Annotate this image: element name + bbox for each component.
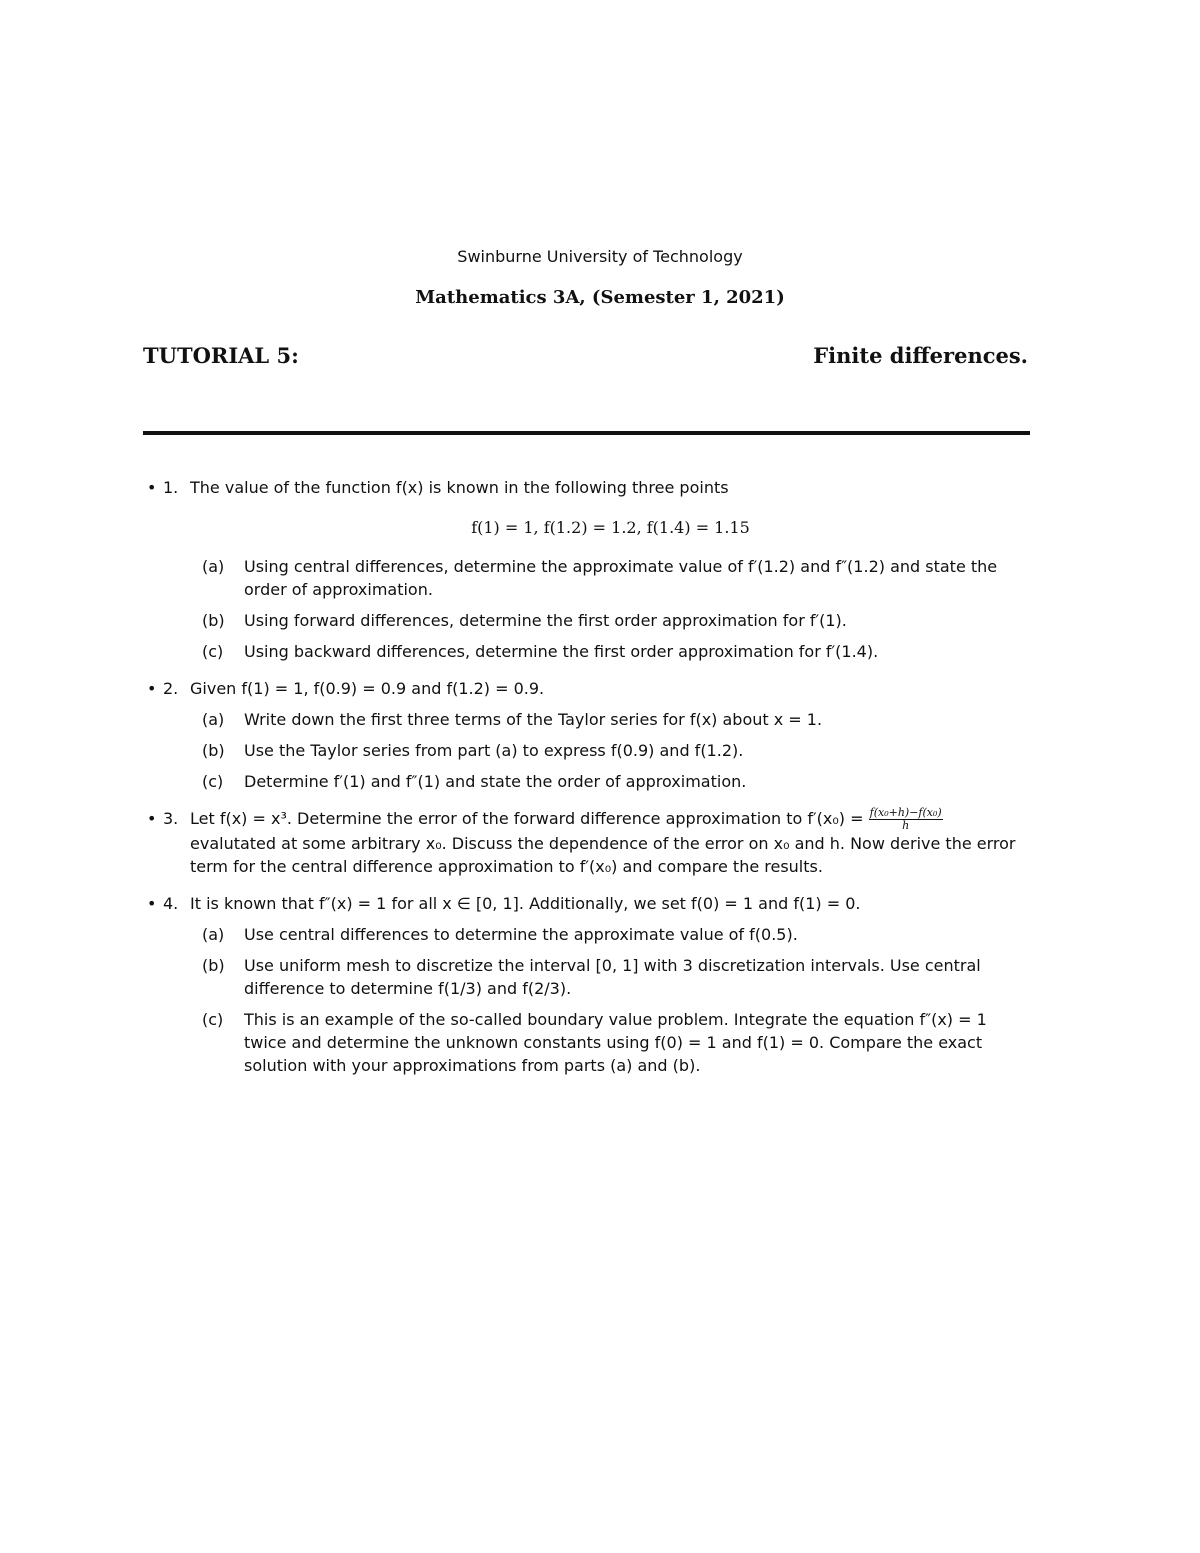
question-3-lead: Let f(x) = x³. Determine the error of the forward difference approximation to f′(x₀) = <box>190 809 864 828</box>
part-text: Using backward differences, determine the first order approximation for f′(1.4). <box>244 642 879 661</box>
question-4-part-a <box>202 923 1031 946</box>
part-text: Use the Taylor series from part (a) to express f(0.9) and f(1.2). <box>244 741 744 760</box>
question-2-part-b <box>202 739 1031 762</box>
part-text: Determine f′(1) and f″(1) and state the order of approximation. <box>244 772 747 791</box>
question-2-part-a <box>202 708 1031 731</box>
part-label: (b) <box>202 741 225 760</box>
question-4-text: It is known that f″(x) = 1 for all x ∈ [0, 1]. Additionally, we set f(0) = 1 and f(1) = 0. <box>190 894 861 913</box>
question-4 <box>143 892 1031 1077</box>
part-label: (b) <box>202 956 225 975</box>
question-2 <box>143 677 1031 793</box>
question-1-display-equation: f(1) = 1, f(1.2) = 1.2, f(1.4) = 1.15 <box>471 518 750 537</box>
fraction-numerator: f(x₀+h)−f(x₀) <box>869 806 942 819</box>
question-2-parts <box>202 708 1031 793</box>
bullet-icon: • <box>147 894 157 913</box>
part-label: (a) <box>202 710 225 729</box>
part-label: (a) <box>202 925 225 944</box>
part-text: Using central differences, determine the approximate value of f′(1.2) and f″(1.2) and state the order of approximation. <box>244 557 998 599</box>
header-divider <box>143 431 1030 435</box>
question-1 <box>143 476 1031 663</box>
tutorial-topic: Finite differences. <box>813 343 1028 368</box>
bullet-icon: • <box>147 679 157 698</box>
fraction-denominator: h <box>902 819 910 832</box>
question-3-rest: evalutated at some arbitrary x₀. Discuss the dependence of the error on x₀ and h. Now derive the error term for the central difference approximation to f′(x₀) and compare the results. <box>190 834 1016 876</box>
part-text: Use central differences to determine the approximate value of f(0.5). <box>244 925 798 944</box>
part-text: Write down the first three terms of the Taylor series for f(x) about x = 1. <box>244 710 823 729</box>
question-4-parts <box>202 923 1031 1077</box>
forward-difference-fraction <box>869 807 943 832</box>
question-2-text: Given f(1) = 1, f(0.9) = 0.9 and f(1.2) = 0.9. <box>190 679 545 698</box>
question-1-part-a <box>202 555 1031 601</box>
question-number: 4. <box>163 894 179 913</box>
question-4-part-c <box>202 1008 1031 1077</box>
bullet-icon: • <box>147 809 157 828</box>
bullet-icon: • <box>147 478 157 497</box>
part-label: (c) <box>202 772 224 791</box>
question-number: 1. <box>163 478 179 497</box>
question-number: 2. <box>163 679 179 698</box>
course-title: Mathematics 3A, (Semester 1, 2021) <box>415 287 785 308</box>
part-text: This is an example of the so-called boundary value problem. Integrate the equation f″(x) = 1 twice and determine the unknown constants using f(0) = 1 and f(1) = 0. Compare the exact solution with your approximations from parts (a) and (b). <box>244 1010 987 1075</box>
question-3 <box>143 807 1031 878</box>
part-label: (c) <box>202 642 224 661</box>
part-label: (b) <box>202 611 225 630</box>
question-number: 3. <box>163 809 179 828</box>
part-text: Using forward differences, determine the first order approximation for f′(1). <box>244 611 847 630</box>
part-label: (a) <box>202 557 225 576</box>
question-1-part-b <box>202 609 1031 632</box>
question-1-text: The value of the function f(x) is known in the following three points <box>190 478 729 497</box>
questions-list <box>143 476 1031 1091</box>
question-4-part-b <box>202 954 1031 1000</box>
question-3-text <box>190 807 1031 878</box>
question-2-part-c <box>202 770 1031 793</box>
part-label: (c) <box>202 1010 224 1029</box>
question-1-part-c <box>202 640 1031 663</box>
tutorial-number: TUTORIAL 5: <box>143 343 299 368</box>
part-text: Use uniform mesh to discretize the interval [0, 1] with 3 discretization intervals. Use central difference to determine f(1/3) and f(2/3). <box>244 956 981 998</box>
university-name: Swinburne University of Technology <box>457 247 743 266</box>
question-1-parts <box>202 555 1031 663</box>
